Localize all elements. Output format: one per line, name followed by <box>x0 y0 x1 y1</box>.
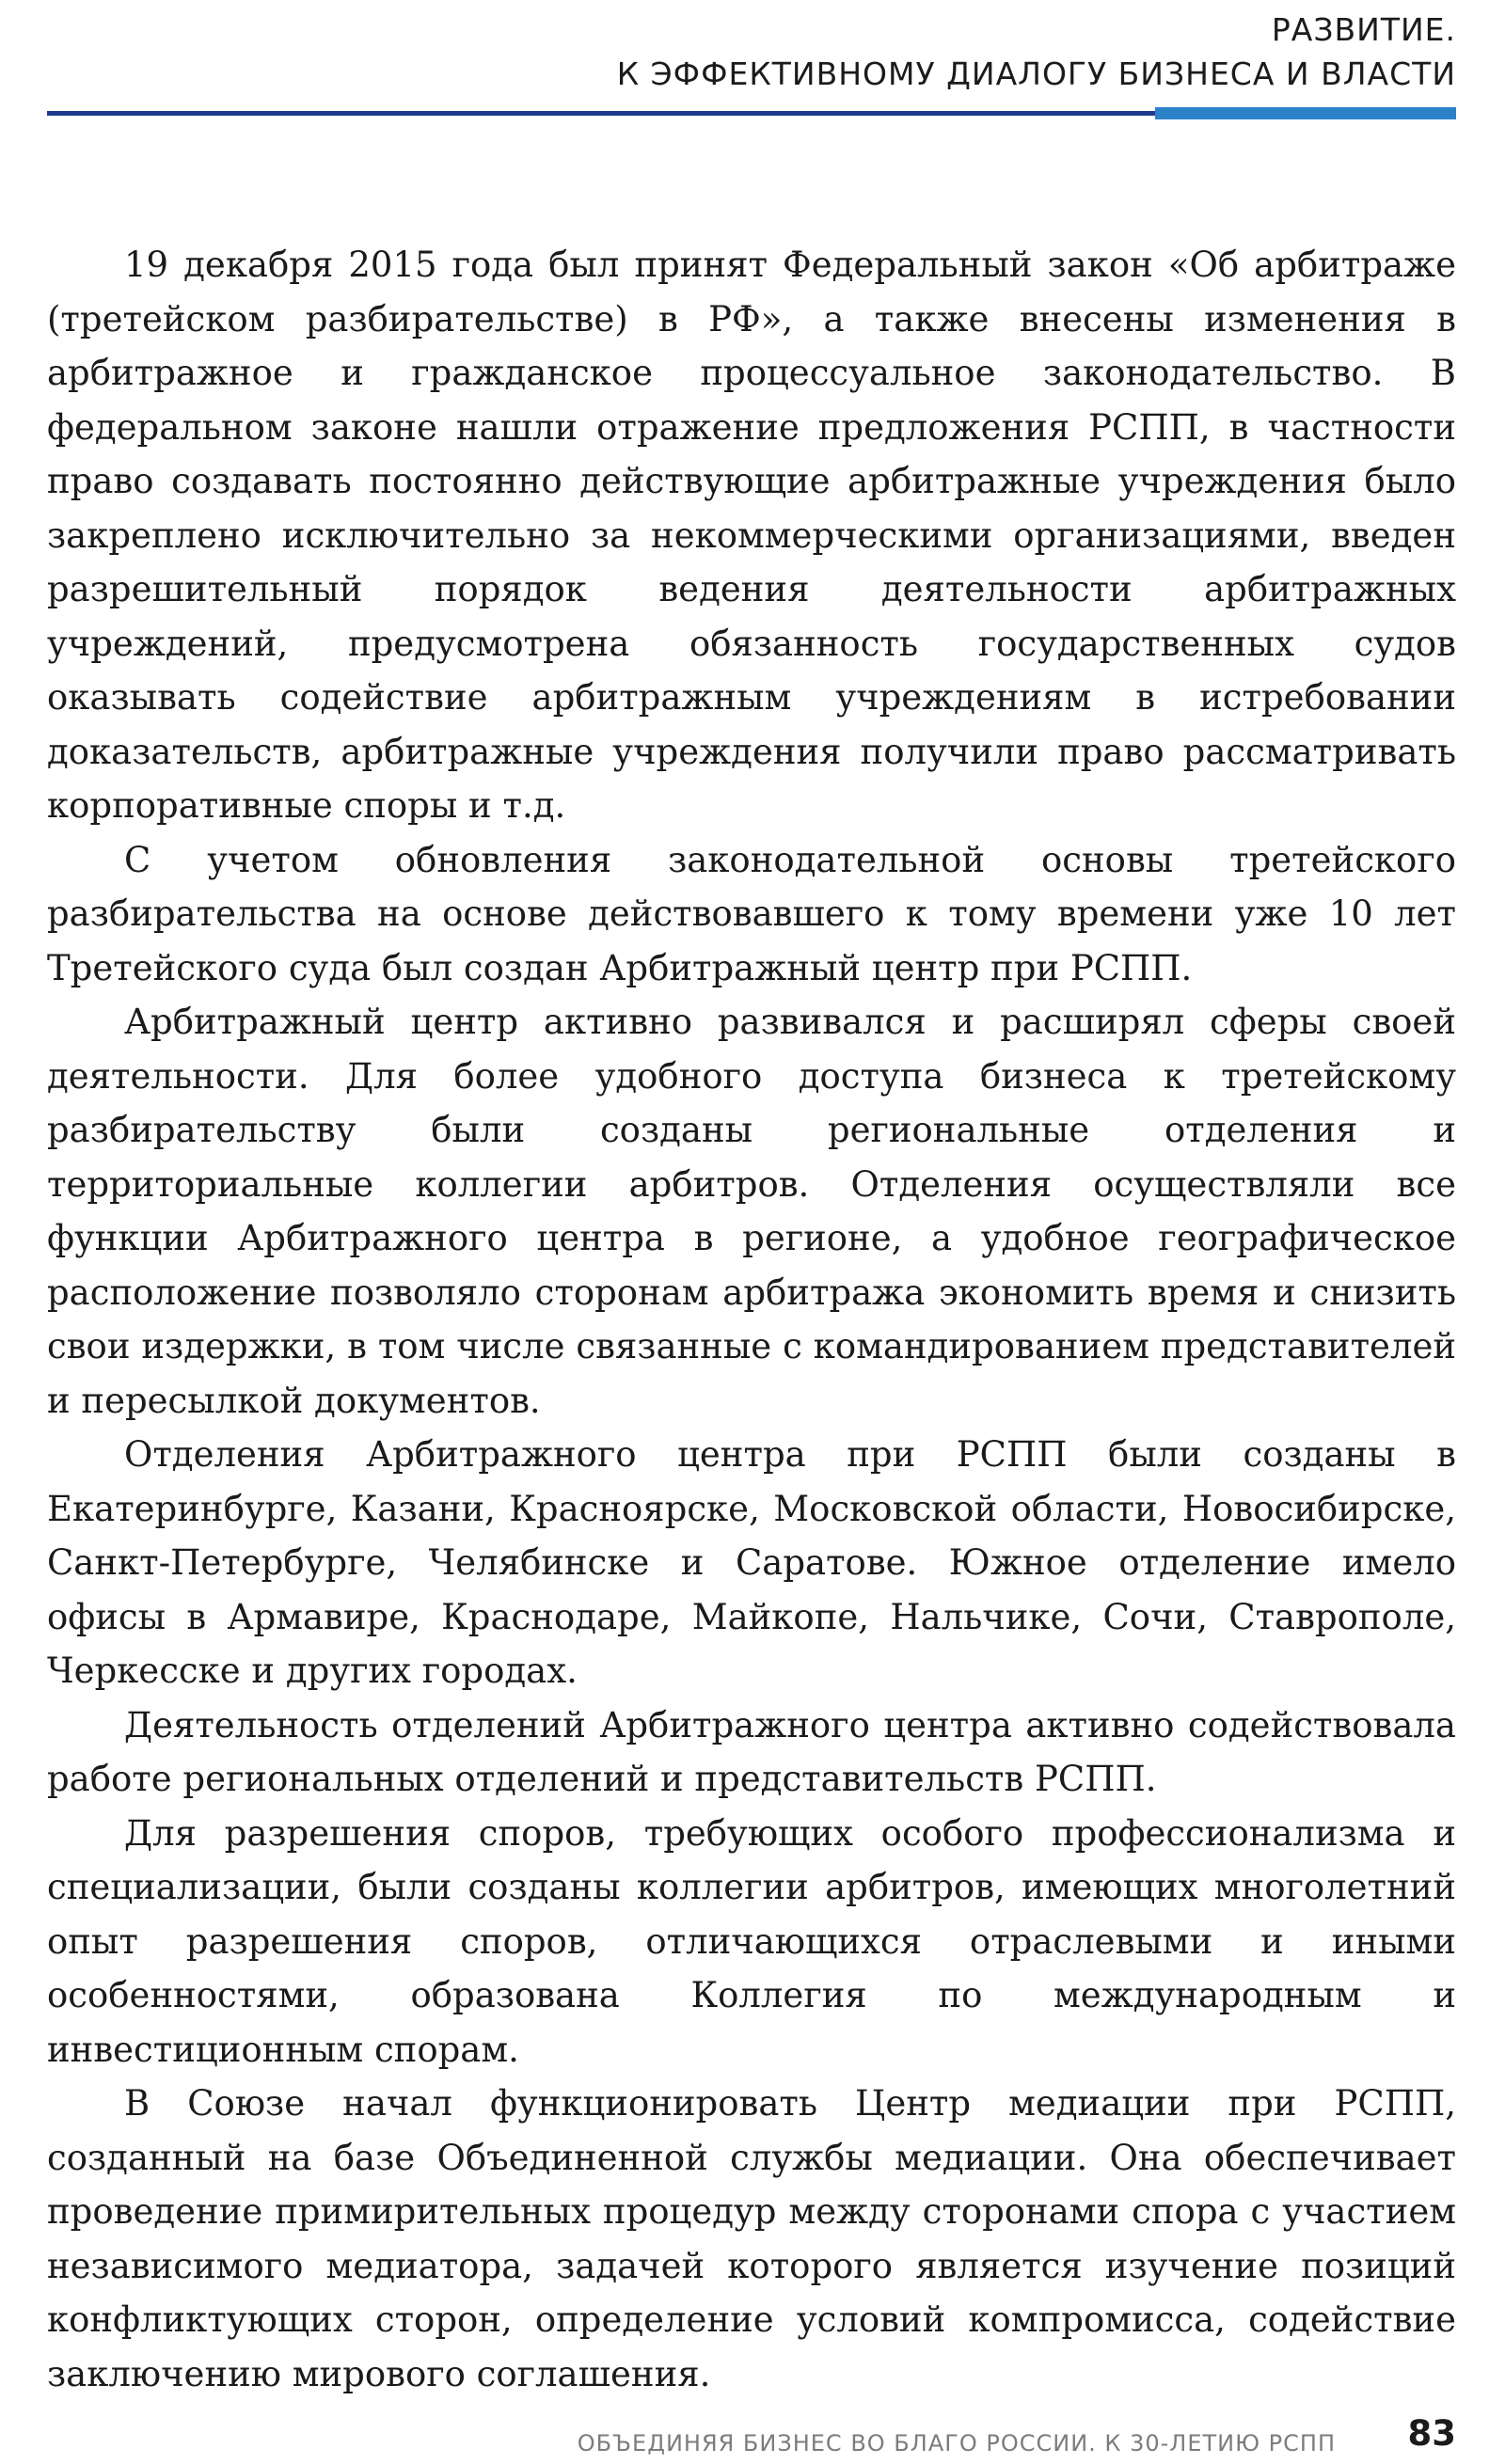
footer-title: ОБЪЕДИНЯЯ БИЗНЕС ВО БЛАГО РОССИИ. К 30-ЛЕТИЮ РСПП <box>577 2430 1336 2456</box>
page-number: 83 <box>1407 2413 1456 2454</box>
paragraph: Деятельность отделений Арбитражного центра активно содействовала работе региональных отделений и представительств РСПП. <box>47 1704 1456 1799</box>
paragraph: С учетом обновления законодательной основы третейского разбирательства на основе действовавшего к тому времени уже 10 лет Третейского суда был создан Арбитражный центр при РСПП. <box>47 839 1456 988</box>
running-header-line-2: К ЭФФЕКТИВНОМУ ДИАЛОГУ БИЗНЕСА И ВЛАСТИ <box>616 55 1456 92</box>
header-rule-accent <box>1155 107 1456 119</box>
running-header-line-1: РАЗВИТИЕ. <box>1271 11 1456 48</box>
body-text <box>47 238 1456 2401</box>
paragraph: Для разрешения споров, требующих особого профессионализма и специализации, были созданы коллегии арбитров, имеющих многолетний опыт разрешения споров, отличающихся отраслевыми и иными особенностями, образована Коллегия по международным и инвестиционным спорам. <box>47 1812 1456 2070</box>
header-rule <box>47 111 1155 116</box>
paragraph: Отделения Арбитражного центра при РСПП были созданы в Екатеринбурге, Казани, Красноярске, Московской области, Новосибирске, Санкт-Петербурге, Челябинске и Саратове. Южное отделение имело офисы в Армавире, Краснодаре, Майкопе, Нальчике, Сочи, Ставрополе, Черкесске и других городах. <box>47 1434 1456 1691</box>
paragraph: Арбитражный центр активно развивался и расширял сферы своей деятельности. Для более удобного доступа бизнеса к третейскому разбирательству были созданы региональные отделения и территориальные коллегии арбитров. Отделения осуществляли все функции Арбитражного центра в регионе, а удобное географическое расположение позволяло сторонам арбитража экономить время и снизить свои издержки, в том числе связанные с командированием представителей и пересылкой документов. <box>47 1002 1456 1421</box>
paragraph: В Союзе начал функционировать Центр медиации при РСПП, созданный на базе Объединенной службы медиации. Она обеспечивает проведение примирительных процедур между сторонами спора с участием независимого медиатора, задачей которого является изучение позиций конфликтующих сторон, определение условий компромисса, содействие заключению мирового соглашения. <box>47 2083 1456 2394</box>
running-header <box>617 8 1456 96</box>
paragraph: 19 декабря 2015 года был принят Федеральный закон «Об арбитраже (третейском разбирательстве) в РФ», а также внесены изменения в арбитражное и гражданское процессуальное законодательство. В федеральном законе нашли отражение предложения РСПП, в частности право создавать постоянно действующие арбитражные учреждения было закреплено исключительно за некоммерческими организациями, введен разрешительный порядок ведения деятельности арбитражных учреждений, предусмотрена обязанность государственных судов оказывать содействие арбитражным учреждениям в истребовании доказательств, арбитражные учреждения получили право рассматривать корпоративные споры и т.д. <box>47 245 1456 826</box>
